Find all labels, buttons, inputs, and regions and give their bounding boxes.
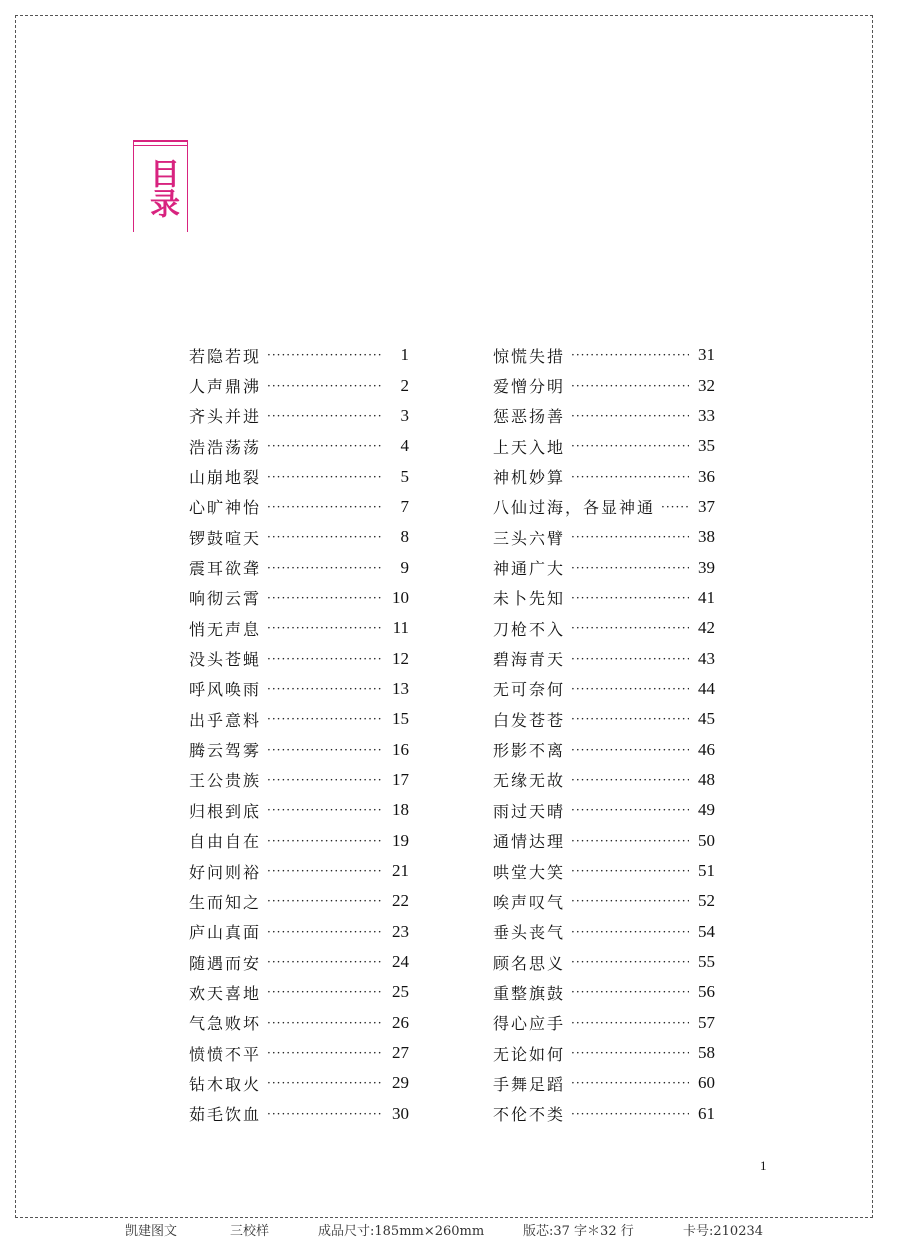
page-number: 1 (760, 1158, 767, 1173)
toc-entry-page: 27 (392, 1043, 409, 1063)
toc-leader-dots (267, 379, 383, 393)
toc-entry-title: 神机妙算 (493, 468, 566, 488)
toc-entry[interactable] (493, 947, 715, 977)
toc-entry-page: 29 (392, 1073, 409, 1093)
toc-entry-title: 形影不离 (493, 741, 566, 761)
footer-layout: 版芯:37 字＊32 行 (523, 1224, 634, 1239)
toc-leader-dots (571, 530, 689, 544)
toc-entry-title: 上天入地 (493, 437, 566, 457)
toc-entry-title: 垂头丧气 (493, 923, 566, 943)
toc-entry-title: 腾云驾雾 (189, 741, 262, 761)
toc-entry-page: 24 (392, 952, 409, 972)
toc-entry-title: 无可奈何 (493, 680, 566, 700)
toc-entry-page: 21 (392, 861, 409, 881)
toc-entry-page: 56 (698, 982, 715, 1002)
toc-entry-title: 惩恶扬善 (493, 407, 566, 427)
toc-entry-title: 悄无声息 (189, 619, 262, 639)
toc-leader-dots (267, 894, 383, 908)
toc-entry[interactable] (189, 674, 409, 704)
toc-entry-title: 未卜先知 (493, 589, 566, 609)
toc-entry-page: 11 (392, 618, 409, 638)
toc-entry-page: 25 (392, 982, 409, 1002)
toc-entry-page: 37 (698, 496, 715, 516)
toc-leader-dots (267, 439, 383, 453)
toc-entry-page: 10 (392, 587, 409, 607)
toc-leader-dots (267, 621, 383, 635)
toc-leader-dots (571, 621, 689, 635)
toc-leader-dots (571, 834, 689, 848)
toc-entry[interactable] (493, 461, 715, 491)
toc-leader-dots (267, 500, 383, 514)
toc-entry-title: 三头六臂 (493, 528, 566, 548)
toc-entry[interactable] (493, 674, 715, 704)
toc-entry[interactable] (189, 977, 409, 1007)
toc-leader-dots (571, 773, 689, 787)
toc-entry-page: 9 (400, 557, 409, 577)
toc-leader-dots (267, 591, 383, 605)
toc-entry-page: 39 (698, 557, 715, 577)
toc-entry[interactable] (189, 856, 409, 886)
toc-leader-dots (267, 1016, 383, 1030)
toc-leader-dots (267, 682, 383, 696)
toc-entry-title: 王公贵族 (189, 771, 262, 791)
toc-entry-page: 58 (698, 1043, 715, 1063)
toc-leader-dots (571, 439, 689, 453)
toc-entry-page: 22 (392, 891, 409, 911)
toc-leader-dots (571, 409, 689, 423)
toc-entry-title: 雨过天晴 (493, 801, 566, 821)
toc-entry[interactable] (493, 1038, 715, 1068)
toc-entry-title: 若隐若现 (189, 346, 262, 366)
toc-entry-page: 36 (698, 466, 715, 486)
toc-entry[interactable] (189, 795, 409, 825)
toc-entry[interactable] (493, 613, 715, 643)
toc-entry-title: 没头苍蝇 (189, 650, 262, 670)
toc-entry-page: 3 (400, 405, 409, 425)
toc-leader-dots (571, 561, 689, 575)
toc-entry[interactable] (493, 765, 715, 795)
toc-entry-title: 锣鼓喧天 (189, 528, 262, 548)
toc-entry-title: 哄堂大笑 (493, 862, 566, 882)
toc-entry[interactable] (189, 552, 409, 582)
toc-leader-dots (267, 561, 383, 575)
toc-entry-page: 13 (392, 678, 409, 698)
toc-entry-title: 惊慌失措 (493, 346, 566, 366)
toc-leader-dots (267, 1046, 383, 1060)
toc-leader-dots (267, 1107, 383, 1121)
toc-entry[interactable] (189, 826, 409, 856)
toc-entry-title: 顾名思义 (493, 953, 566, 973)
toc-entry-page: 48 (698, 769, 715, 789)
toc-entry-page: 45 (698, 709, 715, 729)
toc-entry-title: 八仙过海，各显神通 (493, 498, 656, 518)
toc-leader-dots (571, 1016, 689, 1030)
toc-leader-dots (267, 834, 383, 848)
toc-leader-dots (267, 985, 383, 999)
toc-leader-dots (267, 925, 383, 939)
toc-entry[interactable] (189, 643, 409, 673)
toc-entry[interactable] (493, 431, 715, 461)
toc-leader-dots (571, 470, 689, 484)
toc-leader-dots (267, 803, 383, 817)
heading-rule-top (133, 140, 187, 142)
toc-entry-page: 23 (392, 921, 409, 941)
toc-entry-title: 爱憎分明 (493, 377, 566, 397)
toc-entry-title: 白发苍苍 (493, 710, 566, 730)
toc-entry-title: 自由自在 (189, 832, 262, 852)
toc-entry-page: 7 (400, 496, 409, 516)
toc-entry-page: 41 (698, 587, 715, 607)
toc-leader-dots (571, 712, 689, 726)
toc-leader-dots (571, 682, 689, 696)
toc-entry[interactable] (189, 613, 409, 643)
toc-entry-title: 刀枪不入 (493, 619, 566, 639)
toc-leader-dots (267, 470, 383, 484)
toc-leader-dots (571, 652, 689, 666)
toc-entry[interactable] (189, 370, 409, 400)
toc-entry-title: 山崩地裂 (189, 468, 262, 488)
toc-entry[interactable] (493, 1008, 715, 1038)
toc-leader-dots (571, 1046, 689, 1060)
toc-entry-page: 44 (698, 678, 715, 698)
toc-entry[interactable] (189, 917, 409, 947)
toc-entry[interactable] (189, 1099, 409, 1129)
toc-column-left (189, 340, 409, 1129)
footer-publisher: 凯建图文 (125, 1224, 178, 1239)
toc-entry-page: 1 (400, 345, 409, 365)
toc-entry-page: 50 (698, 830, 715, 850)
toc-entry-page: 2 (400, 375, 409, 395)
toc-entry-title: 浩浩荡荡 (189, 437, 262, 457)
toc-entry-title: 震耳欲聋 (189, 559, 262, 579)
toc-entry[interactable] (493, 643, 715, 673)
toc-entry-page: 43 (698, 648, 715, 668)
toc-entry-title: 欢天喜地 (189, 983, 262, 1003)
toc-entry[interactable] (189, 886, 409, 916)
toc-entry[interactable] (493, 704, 715, 734)
toc-leader-dots (267, 743, 383, 757)
toc-entry[interactable] (493, 522, 715, 552)
toc-entry-page: 55 (698, 952, 715, 972)
toc-leader-dots (571, 348, 689, 362)
toc-entry[interactable] (493, 795, 715, 825)
toc-entry-title: 愤愤不平 (189, 1044, 262, 1064)
toc-leader-dots (267, 773, 383, 787)
toc-leader-dots (267, 652, 383, 666)
toc-entry-page: 61 (698, 1103, 715, 1123)
toc-entry-title: 得心应手 (493, 1014, 566, 1034)
toc-entry[interactable] (189, 461, 409, 491)
toc-entry-title: 随遇而安 (189, 953, 262, 973)
toc-leader-dots (571, 743, 689, 757)
heading-rule-second (133, 145, 187, 146)
footer-size: 成品尺寸:185mm×260mm (318, 1224, 485, 1239)
toc-entry[interactable] (189, 431, 409, 461)
toc-leader-dots (571, 379, 689, 393)
toc-entry-page: 38 (698, 527, 715, 547)
toc-leader-dots (571, 803, 689, 817)
toc-leader-dots (571, 1076, 689, 1090)
toc-entry-title: 呼风唤雨 (189, 680, 262, 700)
toc-entry-page: 49 (698, 800, 715, 820)
toc-entry-title: 好问则裕 (189, 862, 262, 882)
toc-entry[interactable] (189, 492, 409, 522)
toc-entry[interactable] (189, 704, 409, 734)
toc-leader-dots (661, 500, 689, 514)
toc-entry[interactable] (493, 734, 715, 764)
toc-entry[interactable] (493, 492, 715, 522)
toc-entry[interactable] (189, 947, 409, 977)
toc-leader-dots (571, 591, 689, 605)
toc-entry-page: 35 (698, 436, 715, 456)
footer-card: 卡号:210234 (683, 1224, 764, 1239)
toc-entry-page: 42 (698, 618, 715, 638)
toc-entry-title: 手舞足蹈 (493, 1074, 566, 1094)
toc-entry[interactable] (189, 583, 409, 613)
footer-proof: 三校样 (230, 1224, 270, 1239)
toc-entry-page: 46 (698, 739, 715, 759)
print-footer (0, 1220, 900, 1238)
toc-leader-dots (267, 1076, 383, 1090)
toc-entry-page: 18 (392, 800, 409, 820)
toc-entry[interactable] (189, 522, 409, 552)
toc-leader-dots (571, 1107, 689, 1121)
toc-entry-page: 51 (698, 861, 715, 881)
toc-entry-title: 气急败坏 (189, 1014, 262, 1034)
toc-leader-dots (267, 712, 383, 726)
toc-entry[interactable] (493, 826, 715, 856)
heading-rule-left (133, 140, 134, 232)
toc-entry[interactable] (189, 765, 409, 795)
toc-entry-page: 60 (698, 1073, 715, 1093)
toc-entry-page: 16 (392, 739, 409, 759)
toc-entry-page: 31 (698, 345, 715, 365)
toc-entry[interactable] (493, 370, 715, 400)
toc-entry[interactable] (493, 552, 715, 582)
toc-leader-dots (267, 409, 383, 423)
toc-entry-page: 52 (698, 891, 715, 911)
toc-entry[interactable] (189, 401, 409, 431)
toc-entry-page: 17 (392, 769, 409, 789)
toc-entry-title: 无缘无故 (493, 771, 566, 791)
toc-entry-page: 30 (392, 1103, 409, 1123)
toc-entry-page: 33 (698, 405, 715, 425)
toc-entry[interactable] (189, 340, 409, 370)
toc-entry[interactable] (493, 856, 715, 886)
toc-leader-dots (267, 864, 383, 878)
toc-entry[interactable] (493, 401, 715, 431)
toc-entry[interactable] (189, 1038, 409, 1068)
toc-entry-title: 响彻云霄 (189, 589, 262, 609)
toc-entry[interactable] (493, 977, 715, 1007)
toc-entry-page: 4 (400, 436, 409, 456)
heading-rule-right (187, 140, 188, 232)
toc-leader-dots (571, 985, 689, 999)
toc-entry-title: 茹毛饮血 (189, 1105, 262, 1125)
toc-entry[interactable] (189, 1008, 409, 1038)
toc-leader-dots (571, 864, 689, 878)
toc-leader-dots (571, 925, 689, 939)
toc-entry-page: 15 (392, 709, 409, 729)
toc-entry-title: 生而知之 (189, 892, 262, 912)
toc-entry-title: 不伦不类 (493, 1105, 566, 1125)
toc-leader-dots (267, 955, 383, 969)
toc-entry-page: 57 (698, 1012, 715, 1032)
toc-entry[interactable] (493, 340, 715, 370)
toc-entry-title: 齐头并进 (189, 407, 262, 427)
toc-entry-page: 54 (698, 921, 715, 941)
toc-heading-box (133, 140, 189, 232)
toc-entry[interactable] (493, 1068, 715, 1098)
toc-entry-title: 人声鼎沸 (189, 377, 262, 397)
toc-entry[interactable] (493, 886, 715, 916)
toc-leader-dots (267, 530, 383, 544)
toc-entry-page: 12 (392, 648, 409, 668)
toc-entry-page: 26 (392, 1012, 409, 1032)
toc-leader-dots (267, 348, 383, 362)
toc-entry[interactable] (189, 734, 409, 764)
toc-column-right (493, 340, 715, 1129)
toc-entry-title: 钻木取火 (189, 1074, 262, 1094)
toc-leader-dots (571, 955, 689, 969)
toc-entry-title: 神通广大 (493, 559, 566, 579)
page-title: 目录 (144, 158, 179, 218)
toc-entry-page: 5 (400, 466, 409, 486)
toc-entry-title: 心旷神怡 (189, 498, 262, 518)
toc-entry[interactable] (493, 1099, 715, 1129)
toc-entry-title: 碧海青天 (493, 650, 566, 670)
toc-entry[interactable] (493, 917, 715, 947)
toc-entry-title: 归根到底 (189, 801, 262, 821)
toc-entry-page: 32 (698, 375, 715, 395)
toc-entry-title: 庐山真面 (189, 923, 262, 943)
toc-entry-title: 无论如何 (493, 1044, 566, 1064)
toc-leader-dots (571, 894, 689, 908)
toc-entry-title: 通情达理 (493, 832, 566, 852)
toc-entry-title: 唉声叹气 (493, 892, 566, 912)
toc-entry[interactable] (189, 1068, 409, 1098)
toc-entry[interactable] (493, 583, 715, 613)
toc-entry-page: 19 (392, 830, 409, 850)
toc-entry-page: 8 (400, 527, 409, 547)
toc-entry-title: 重整旗鼓 (493, 983, 566, 1003)
toc-entry-title: 出乎意料 (189, 710, 262, 730)
